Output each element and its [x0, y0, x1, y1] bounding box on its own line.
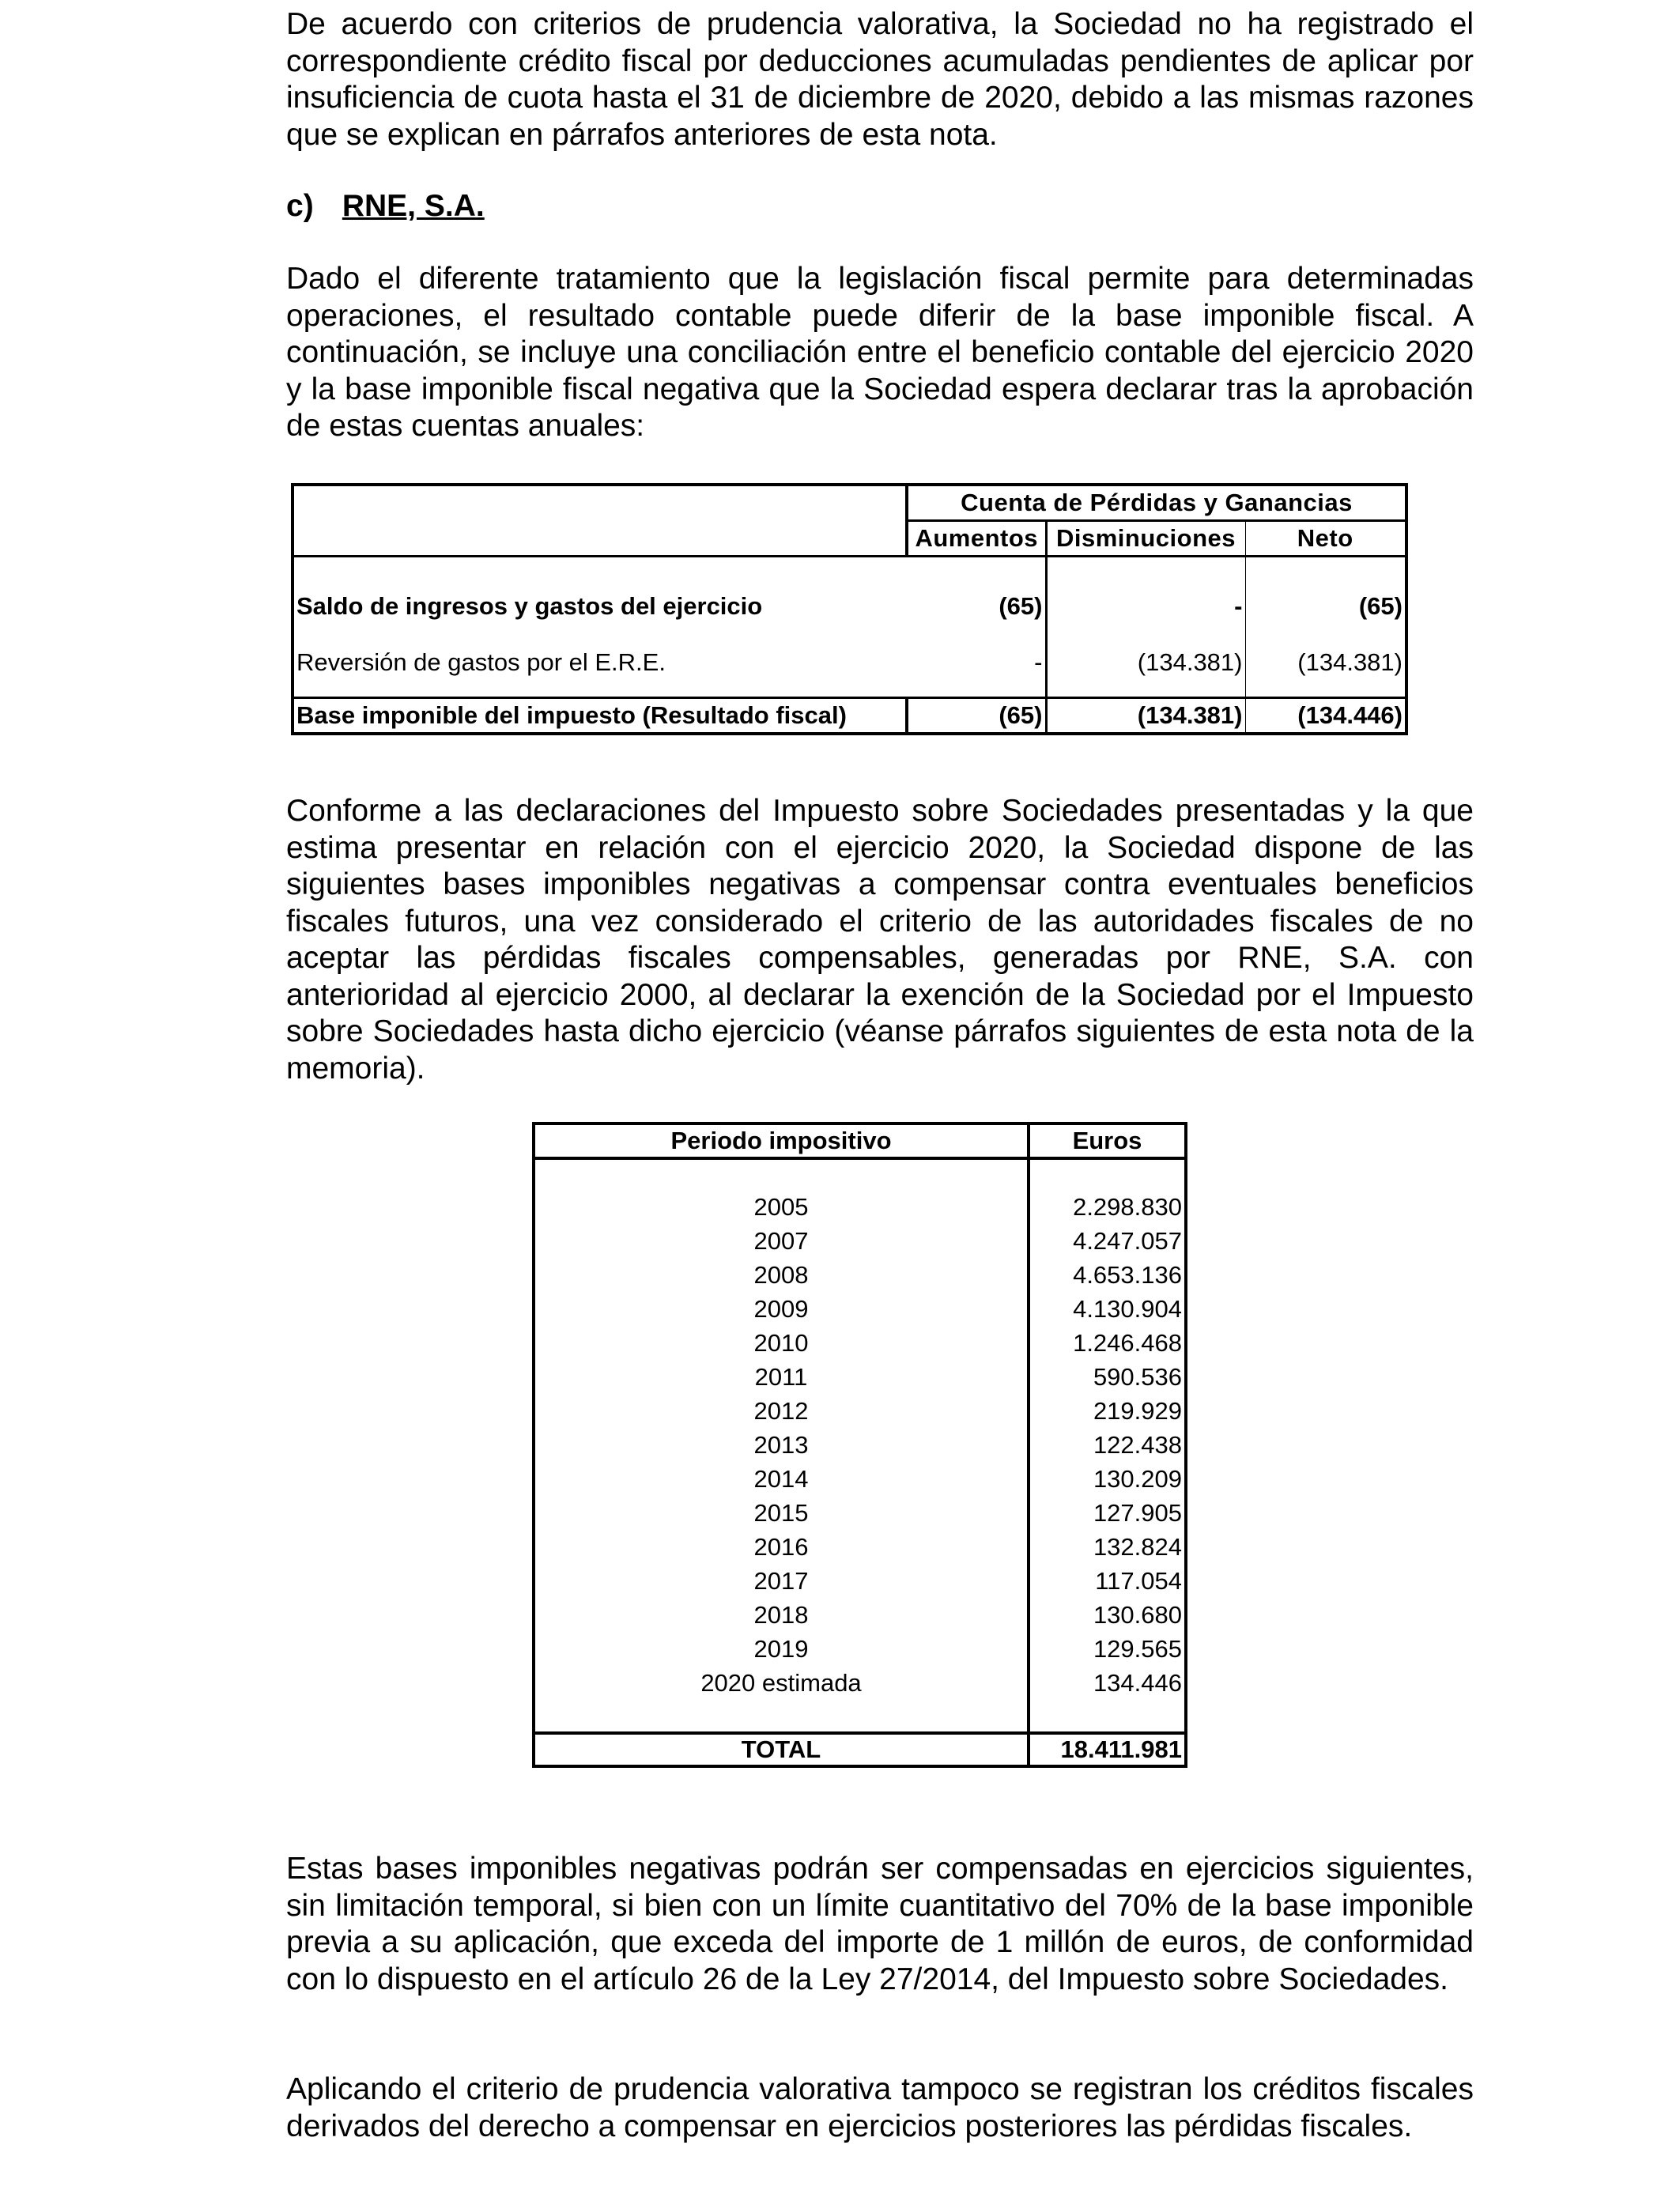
cell-neto: (134.446) — [1245, 698, 1406, 734]
cell-euros: 4.130.904 — [1029, 1292, 1186, 1326]
table-row — [534, 1564, 1186, 1598]
row-label: Saldo de ingresos y gastos del ejercicio — [293, 557, 907, 629]
table-row — [534, 1394, 1186, 1428]
cell-periodo: 2007 — [534, 1224, 1029, 1258]
cell-periodo: 2011 — [534, 1360, 1029, 1394]
column-header-disminuciones: Disminuciones — [1046, 521, 1245, 557]
cell-neto: (65) — [1245, 557, 1406, 629]
section-title: RNE, S.A. — [342, 189, 485, 223]
spacer-cell — [534, 1700, 1029, 1733]
column-header-periodo: Periodo impositivo — [534, 1123, 1029, 1158]
cell-periodo: 2009 — [534, 1292, 1029, 1326]
cell-periodo: 2018 — [534, 1598, 1029, 1632]
cell-euros: 127.905 — [1029, 1496, 1186, 1530]
table-row — [534, 1598, 1186, 1632]
header-blank-cell — [293, 485, 907, 557]
cell-euros: 122.438 — [1029, 1428, 1186, 1462]
cell-euros: 117.054 — [1029, 1564, 1186, 1598]
row-label: Base imponible del impuesto (Resultado fiscal) — [293, 698, 907, 734]
cell-euros: 2.298.830 — [1029, 1190, 1186, 1224]
cell-periodo: 2010 — [534, 1326, 1029, 1360]
conciliation-table — [291, 483, 1408, 735]
cell-euros: 130.209 — [1029, 1462, 1186, 1496]
cell-periodo: 2016 — [534, 1530, 1029, 1564]
table-row — [534, 1326, 1186, 1360]
cell-euros: 1.246.468 — [1029, 1326, 1186, 1360]
column-header-neto: Neto — [1245, 521, 1406, 557]
paragraph-creditos-fiscales: Aplicando el criterio de prudencia valorativa tampoco se registran los créditos fiscales derivados del derecho a compensar en ejercicios posteriores las pérdidas fiscales. — [286, 2072, 1474, 2143]
table-row — [534, 1360, 1186, 1394]
table-row — [534, 1632, 1186, 1666]
table-row — [534, 1428, 1186, 1462]
spacer-cell — [1029, 1158, 1186, 1190]
column-header-euros: Euros — [1029, 1123, 1186, 1158]
table-row — [293, 629, 1406, 698]
total-euros: 18.411.981 — [1029, 1733, 1186, 1766]
table-row-total — [534, 1733, 1186, 1766]
section-label: c) — [286, 189, 314, 223]
table-row — [293, 557, 1406, 629]
table-row — [534, 1530, 1186, 1564]
paragraph-compensacion-limite: Estas bases imponibles negativas podrán ser compensadas en ejercicios siguientes, sin limitación temporal, si bien con un límite cuantitativo del 70% de la base imponible previa a su aplicación, que exceda del importe de 1 millón de euros, de conformidad con lo dispuesto en el artículo 26 de la Ley 27/2014, del Impuesto sobre Sociedades. — [286, 1852, 1474, 1996]
group-header: Cuenta de Pérdidas y Ganancias — [907, 485, 1406, 521]
cell-euros: 4.247.057 — [1029, 1224, 1186, 1258]
cell-aumentos: (65) — [907, 557, 1046, 629]
cell-aumentos: (65) — [907, 698, 1046, 734]
paragraph-prudencia-deducciones: De acuerdo con criterios de prudencia valorativa, la Sociedad no ha registrado el correspondiente crédito fiscal por deducciones acumuladas pendientes de aplicar por insuficiencia de cuota hasta el 31 de diciembre de 2020, debido a las mismas razones que se explican en párrafos anteriores de esta nota. — [286, 7, 1474, 152]
cell-euros: 219.929 — [1029, 1394, 1186, 1428]
cell-periodo: 2008 — [534, 1258, 1029, 1292]
row-label: Reversión de gastos por el E.R.E. — [293, 629, 907, 698]
section-heading — [286, 188, 485, 225]
cell-periodo: 2012 — [534, 1394, 1029, 1428]
cell-neto: (134.381) — [1245, 629, 1406, 698]
cell-periodo: 2005 — [534, 1190, 1029, 1224]
cell-euros: 129.565 — [1029, 1632, 1186, 1666]
spacer-cell — [1029, 1700, 1186, 1733]
table-row — [534, 1496, 1186, 1530]
total-label: TOTAL — [534, 1733, 1029, 1766]
paragraph-bases-imponibles: Conforme a las declaraciones del Impuesto sobre Sociedades presentadas y la que estima presentar en relación con el ejercicio 2020, la Sociedad dispone de las siguientes bases imponibles negativas a compensar contra eventuales beneficios fiscales futuros, una vez considerado el criterio de las autoridades fiscales de no aceptar las pérdidas fiscales compensables, generadas por RNE, S.A. con anterioridad al ejercicio 2000, al declarar la exención de la Sociedad por el Impuesto sobre Sociedades hasta dicho ejercicio (véanse párrafos siguientes de esta nota de la memoria). — [286, 794, 1474, 1086]
cell-periodo: 2020 estimada — [534, 1666, 1029, 1700]
cell-euros: 590.536 — [1029, 1360, 1186, 1394]
table-row — [534, 1190, 1186, 1224]
cell-periodo: 2015 — [534, 1496, 1029, 1530]
table-row — [534, 1224, 1186, 1258]
table-row — [534, 1258, 1186, 1292]
cell-euros: 134.446 — [1029, 1666, 1186, 1700]
table-row-total — [293, 698, 1406, 734]
cell-disminuciones: (134.381) — [1046, 698, 1245, 734]
cell-disminuciones: - — [1046, 557, 1245, 629]
cell-euros: 132.824 — [1029, 1530, 1186, 1564]
paragraph-conciliacion-intro: Dado el diferente tratamiento que la legislación fiscal permite para determinadas operaciones, el resultado contable puede diferir de la base imponible fiscal. A continuación, se incluye una conciliación entre el beneficio contable del ejercicio 2020 y la base imponible fiscal negativa que la Sociedad espera declarar tras la aprobación de estas cuentas anuales: — [286, 262, 1474, 443]
cell-euros: 130.680 — [1029, 1598, 1186, 1632]
cell-periodo: 2014 — [534, 1462, 1029, 1496]
column-header-aumentos: Aumentos — [907, 521, 1046, 557]
cell-periodo: 2017 — [534, 1564, 1029, 1598]
table-row — [534, 1666, 1186, 1700]
cell-disminuciones: (134.381) — [1046, 629, 1245, 698]
table-row — [534, 1462, 1186, 1496]
cell-periodo: 2019 — [534, 1632, 1029, 1666]
cell-periodo: 2013 — [534, 1428, 1029, 1462]
spacer-cell — [534, 1158, 1029, 1190]
tax-loss-table — [532, 1122, 1187, 1768]
cell-euros: 4.653.136 — [1029, 1258, 1186, 1292]
table-row — [534, 1292, 1186, 1326]
cell-aumentos: - — [907, 629, 1046, 698]
